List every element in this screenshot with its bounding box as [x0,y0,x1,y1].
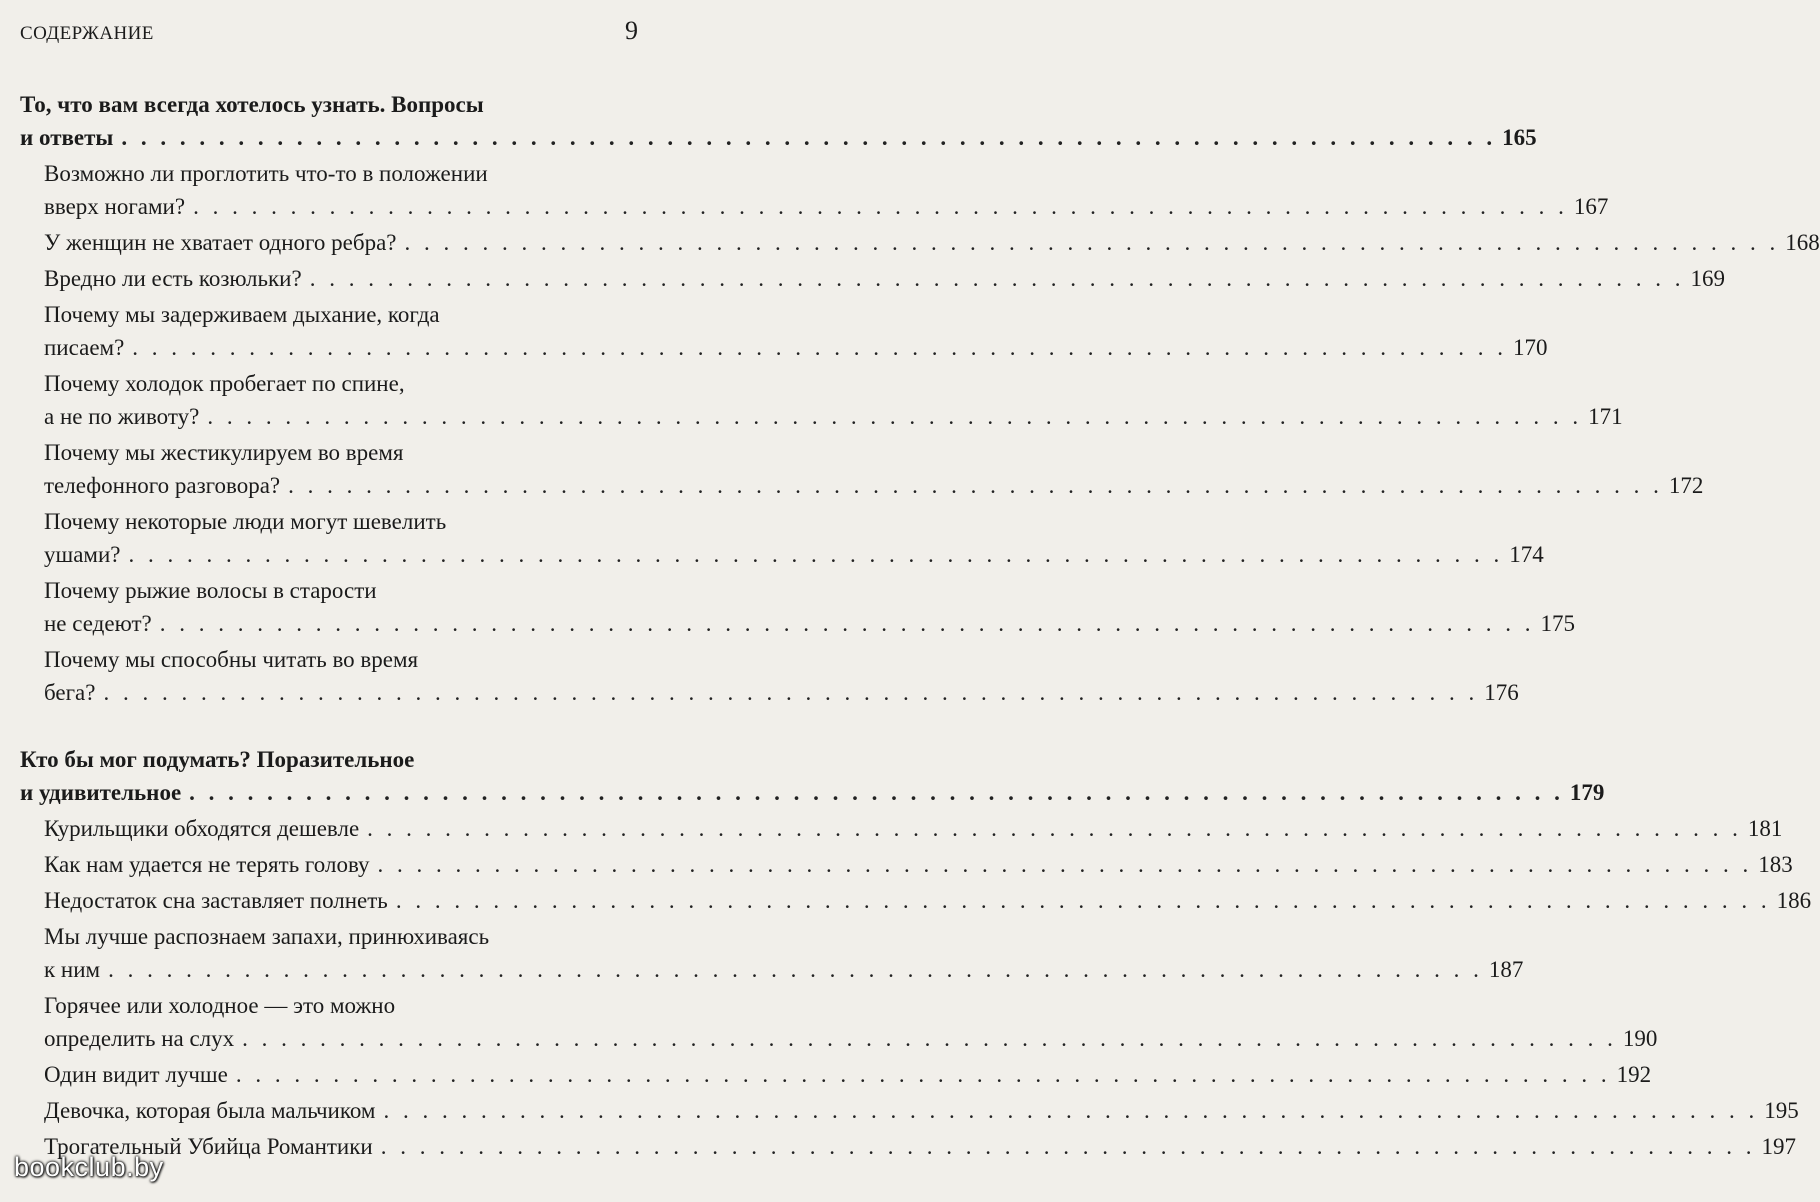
toc-page-number: 197 [1761,1134,1796,1159]
dot-leader [236,1058,1611,1091]
toc-section-line: и удивительное [20,780,182,805]
toc-entry-line: Один видит лучше [44,1062,228,1087]
dot-leader [310,262,1685,295]
toc-page-number: 195 [1764,1098,1799,1123]
toc-entry [20,226,1820,259]
page-header [20,16,638,46]
toc-entry [20,1094,1799,1127]
toc-entry [20,884,1812,917]
toc-entry-line: вверх ногами? [44,194,186,219]
table-of-contents [20,88,1820,1163]
toc-entry-line: Горячее или холодное — это можно [44,993,396,1018]
toc-entry-line: к ним [44,957,101,982]
toc-entry-line: бега? [44,680,96,705]
toc-page-number: 192 [1616,1062,1652,1087]
toc-entry [20,812,1783,845]
dot-leader [288,469,1663,502]
toc-page-number: 165 [1502,125,1537,150]
toc-section-line: То, что вам всегда хотелось узнать. Вопросы [20,92,484,117]
toc-entry [20,505,1544,571]
dot-leader [121,121,1496,154]
toc-entry-line: Недостаток сна заставляет полнеть [44,888,388,913]
toc-entry-line: телефонного разговора? [44,473,281,498]
toc-entry-line: Девочка, которая была мальчиком [44,1098,376,1123]
toc-section-heading [20,88,1537,154]
toc-entry-line: Трогательный Убийца Романтики [44,1134,373,1159]
toc-page-number: 174 [1509,542,1544,567]
toc-entry-line: Мы лучше распознаем запахи, принюхиваясь [44,924,490,949]
toc-entry-line: Почему рыжие волосы в старости [44,578,377,603]
dot-leader [242,1022,1617,1055]
toc-entry [20,157,1609,223]
dot-leader [378,848,1753,881]
toc-entry [20,1058,1652,1091]
toc-page-number: 190 [1622,1026,1658,1051]
dot-leader [189,776,1564,809]
toc-entry-line: У женщин не хватает одного ребра? [44,230,397,255]
toc-page-number: 170 [1513,335,1548,360]
toc-entry-line: Почему холодок пробегает по спине, [44,371,405,396]
toc-page-number: 176 [1484,680,1519,705]
dot-leader [396,884,1771,917]
toc-page-number: 183 [1758,852,1793,877]
toc-entry-line: Возможно ли проглотить что-то в положении [44,161,488,186]
toc-entry-line: Как нам удается не терять голову [44,852,370,877]
dot-leader [108,953,1483,986]
dot-leader [193,190,1568,223]
toc-entry [20,920,1524,986]
toc-page-number: 187 [1488,957,1524,982]
dot-leader [367,812,1742,845]
dot-leader [381,1130,1756,1163]
running-head: СОДЕРЖАНИЕ [20,23,154,44]
dot-leader [132,331,1507,364]
dot-leader [160,607,1535,640]
toc-entry-line: Курильщики обходятся дешевле [44,816,360,841]
toc-entry-line: а не по животу? [44,404,200,429]
toc-entry-line: не седеют? [44,611,152,636]
toc-entry [20,574,1575,640]
toc-entry-line: Почему мы жестикулируем во время [44,440,404,465]
toc-entry-line: Почему мы задерживаем дыхание, когда [44,302,440,327]
dot-leader [405,226,1780,259]
toc-entry-line: ушами? [44,542,121,567]
toc-entry [20,643,1519,709]
toc-section-heading [20,743,1605,809]
toc-page-number: 175 [1540,611,1575,636]
toc-entry [20,436,1704,502]
dot-leader [103,676,1478,709]
toc-page-number: 179 [1569,780,1605,805]
toc-entry-line: Почему некоторые люди могут шевелить [44,509,447,534]
page-number: 9 [625,16,638,45]
toc-page-number: 186 [1776,888,1812,913]
dot-leader [384,1094,1759,1127]
toc-entry [20,367,1623,433]
dot-leader [207,400,1582,433]
toc-entry-line: Почему мы способны читать во время [44,647,419,672]
toc-page-number: 171 [1588,404,1623,429]
toc-page-number: 167 [1573,194,1609,219]
toc-entry [20,262,1725,295]
toc-entry [20,848,1793,881]
toc-page-number: 169 [1690,266,1725,291]
toc-entry-line: Вредно ли есть козюльки? [44,266,302,291]
toc-section-line: Кто бы мог подумать? Поразительное [20,747,415,772]
toc-entry-line: определить на слух [44,1026,235,1051]
toc-entry [20,989,1658,1055]
dot-leader [129,538,1504,571]
toc-page-number: 172 [1668,473,1704,498]
toc-entry-line: писаем? [44,335,125,360]
toc-page-number: 181 [1747,816,1783,841]
watermark: bookclub.by [14,1152,164,1182]
toc-page-number: 168 [1785,230,1820,255]
toc-entry [20,298,1548,364]
toc-section-line: и ответы [20,125,114,150]
